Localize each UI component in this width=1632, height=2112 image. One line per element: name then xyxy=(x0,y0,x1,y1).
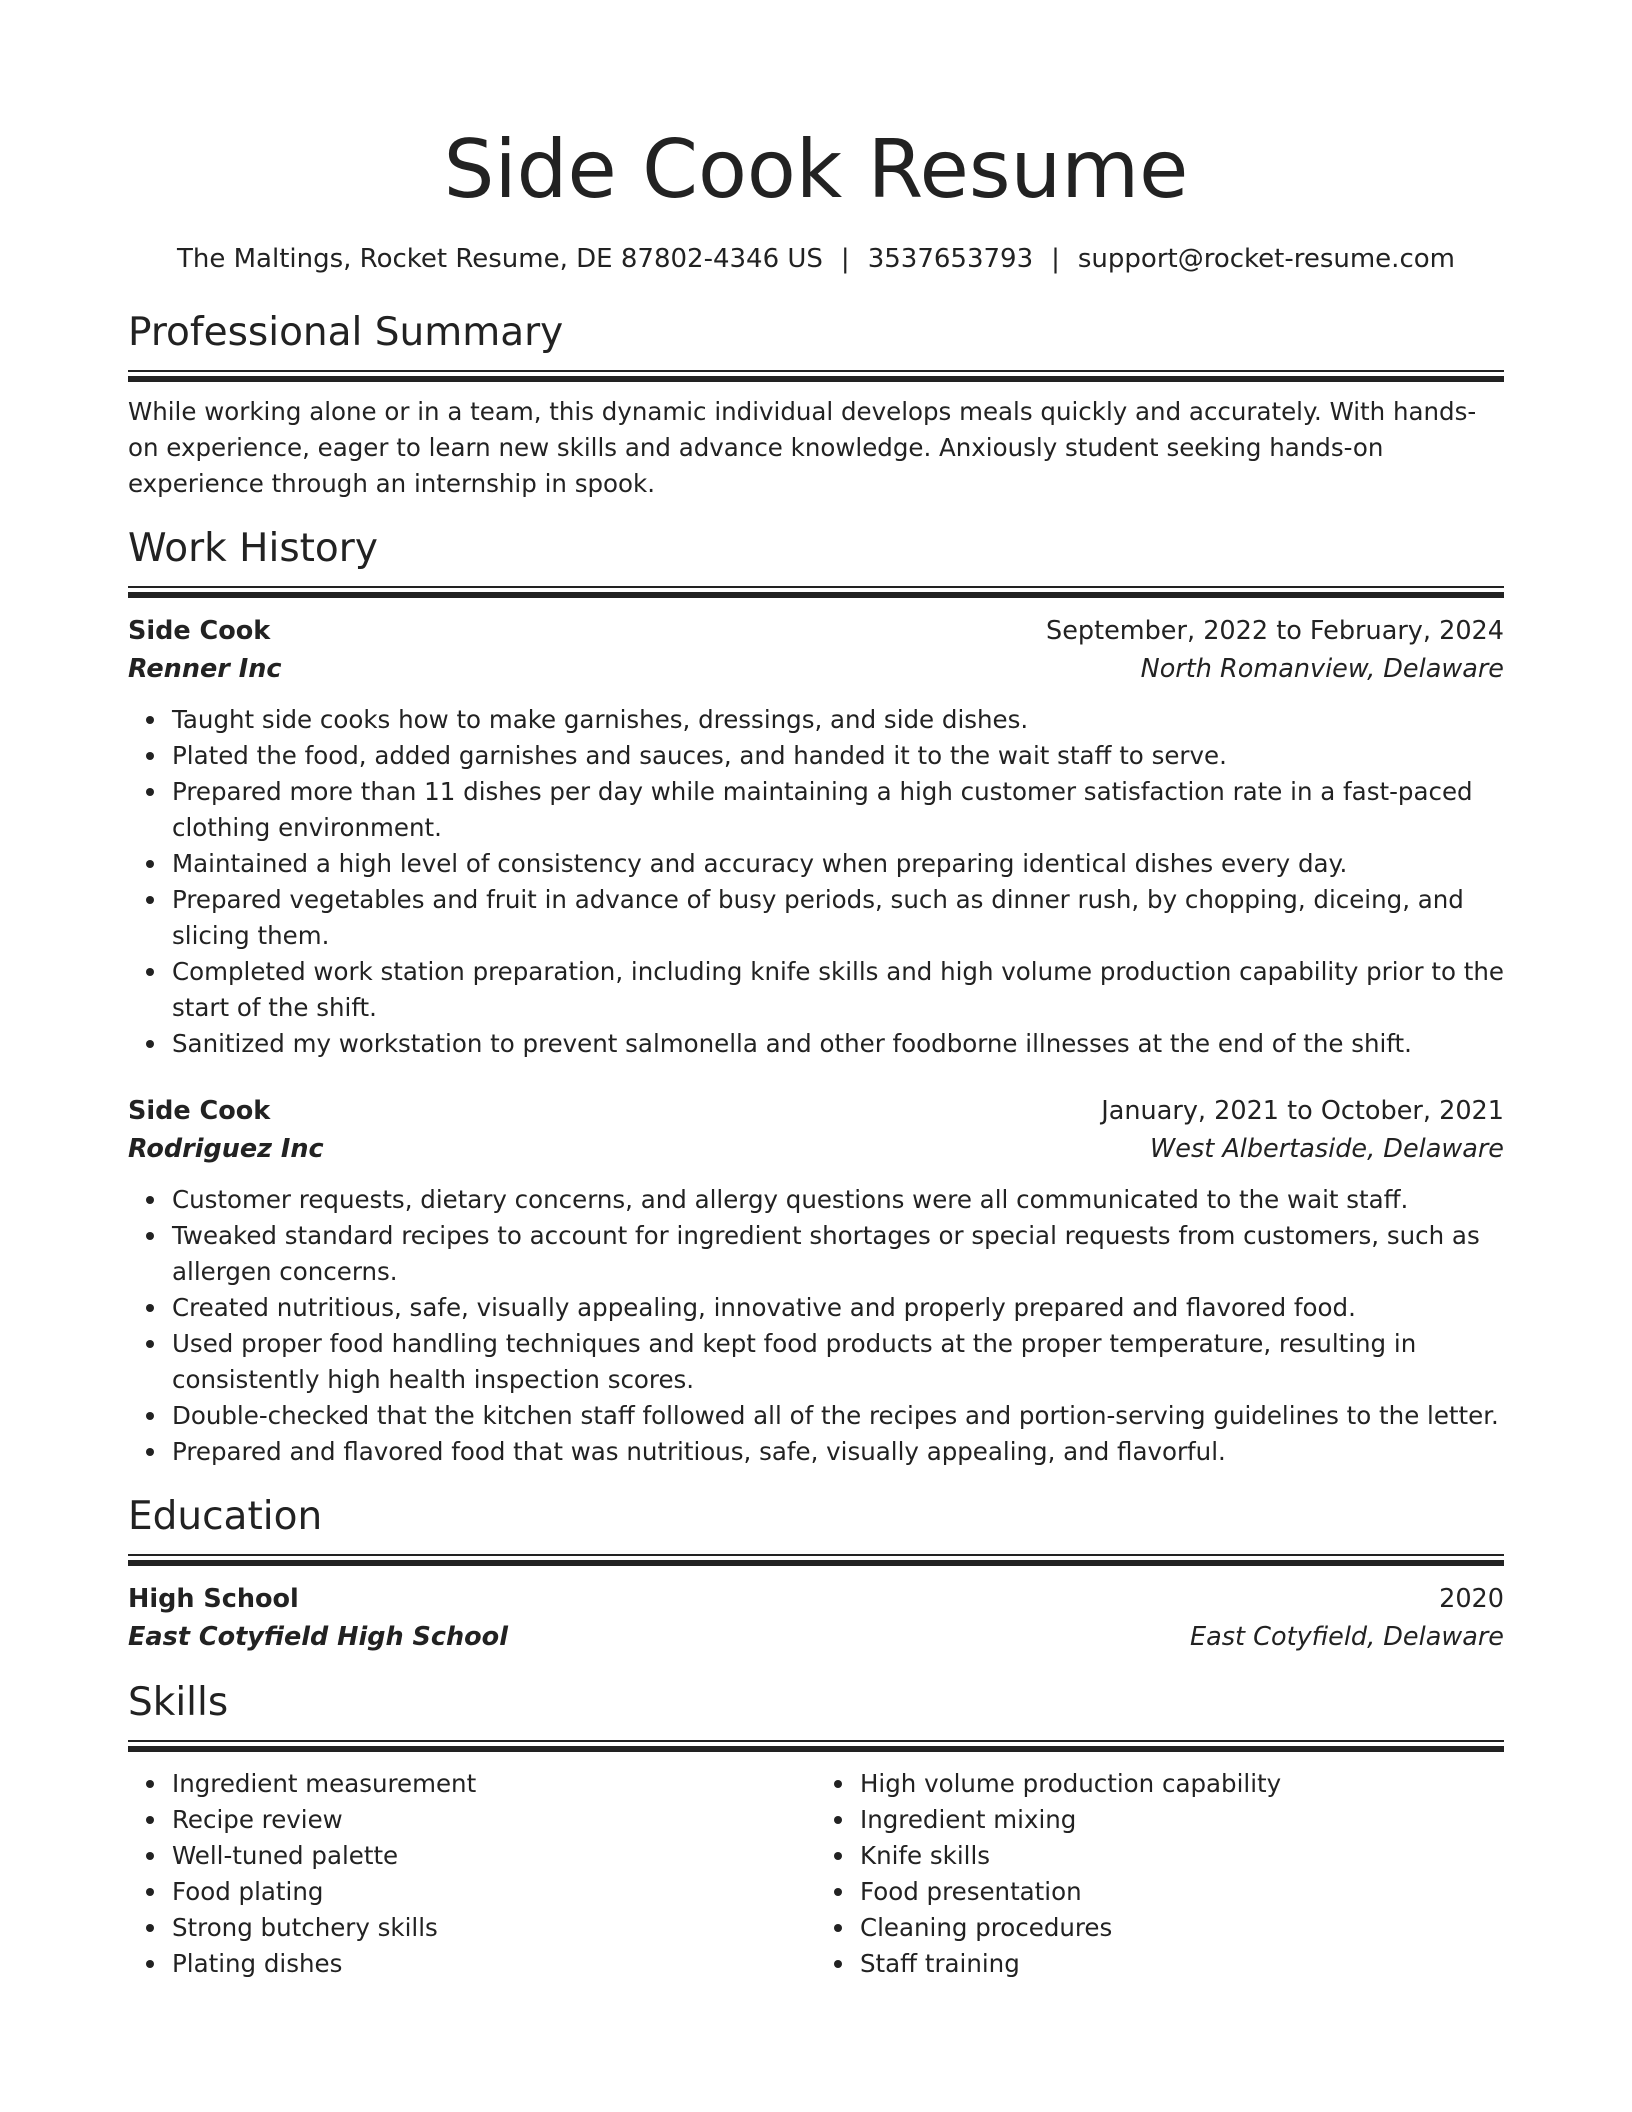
list-item: Maintained a high level of consistency and accuracy when preparing identical dishes every day. xyxy=(172,846,1504,882)
list-item: Well-tuned palette xyxy=(172,1838,816,1874)
list-item: Prepared and flavored food that was nutritious, safe, visually appealing, and flavorful. xyxy=(172,1434,1504,1470)
list-item: Tweaked standard recipes to account for ingredient shortages or special requests from customers, such as allergen concerns. xyxy=(172,1218,1504,1290)
job-company: Rodriguez Inc xyxy=(128,1134,324,1164)
skills-list-right xyxy=(816,1766,1504,1982)
list-item: Prepared vegetables and fruit in advance of busy periods, such as dinner rush, by chopping, diceing, and slicing them. xyxy=(172,882,1504,954)
contact-phone: 3537653793 xyxy=(867,244,1034,274)
job-dates: September, 2022 to February, 2024 xyxy=(1046,616,1504,646)
list-item: Plated the food, added garnishes and sauces, and handed it to the wait staff to serve. xyxy=(172,738,1504,774)
job-company: Renner Inc xyxy=(128,654,282,684)
job-bullets xyxy=(128,702,1504,1062)
skills-list-left xyxy=(128,1766,816,1982)
summary-heading: Professional Summary xyxy=(128,310,564,355)
education-header-row xyxy=(128,1580,1504,1618)
education-section xyxy=(128,1492,1504,1656)
job-header-row xyxy=(128,612,1504,650)
job-bullets xyxy=(128,1182,1504,1470)
education-entry xyxy=(128,1580,1504,1656)
contact-separator: | xyxy=(1051,244,1060,274)
job-header-row xyxy=(128,1092,1504,1130)
list-item: Prepared more than 11 dishes per day while maintaining a high customer satisfaction rate in a fast-paced clothing environment. xyxy=(172,774,1504,846)
work-history-heading: Work History xyxy=(128,526,378,571)
list-item: Double-checked that the kitchen staff followed all of the recipes and portion-serving guidelines to the letter. xyxy=(172,1398,1504,1434)
list-item: Sanitized my workstation to prevent salmonella and other foodborne illnesses at the end of the shift. xyxy=(172,1026,1504,1062)
list-item: Used proper food handling techniques and kept food products at the proper temperature, resulting in consistently high health inspection scores. xyxy=(172,1326,1504,1398)
contact-line xyxy=(128,242,1504,276)
contact-separator: | xyxy=(840,244,850,274)
skills-heading: Skills xyxy=(128,1680,229,1725)
education-year: 2020 xyxy=(1439,1584,1504,1614)
job-location: West Albertaside, Delaware xyxy=(1150,1134,1504,1164)
list-item: Completed work station preparation, including knife skills and high volume production capability prior to the start of the shift. xyxy=(172,954,1504,1026)
education-degree: High School xyxy=(128,1584,299,1614)
job-title: Side Cook xyxy=(128,1096,271,1126)
job-entry xyxy=(128,1092,1504,1470)
job-company-row xyxy=(128,650,1504,688)
contact-email: support@rocket-resume.com xyxy=(1077,244,1455,274)
list-item: Food plating xyxy=(172,1874,816,1910)
education-school-row xyxy=(128,1618,1504,1656)
summary-text: While working alone or in a team, this dynamic individual develops meals quickly and accurately. With hands-on experience, eager to learn new skills and advance knowledge. Anxiously student seeking hands-on experience through an internship in spook. xyxy=(128,397,1477,498)
job-company-row xyxy=(128,1130,1504,1168)
list-item: Plating dishes xyxy=(172,1946,816,1982)
education-heading: Education xyxy=(128,1494,323,1539)
job-title: Side Cook xyxy=(128,616,271,646)
list-item: Food presentation xyxy=(860,1874,1504,1910)
list-item: Created nutritious, safe, visually appealing, innovative and properly prepared and flavored food. xyxy=(172,1290,1504,1326)
education-school: East Cotyfield High School xyxy=(128,1622,508,1652)
job-location: North Romanview, Delaware xyxy=(1140,654,1504,684)
skills-section xyxy=(128,1678,1504,1982)
section-divider xyxy=(128,586,1504,598)
summary-section xyxy=(128,308,1504,502)
contact-address: The Maltings, Rocket Resume, DE 87802-4346 US xyxy=(177,244,823,274)
list-item: Taught side cooks how to make garnishes, dressings, and side dishes. xyxy=(172,702,1504,738)
list-item: Strong butchery skills xyxy=(172,1910,816,1946)
list-item: High volume production capability xyxy=(860,1766,1504,1802)
job-entry xyxy=(128,612,1504,1062)
list-item: Staff training xyxy=(860,1946,1504,1982)
section-divider xyxy=(128,370,1504,382)
list-item: Recipe review xyxy=(172,1802,816,1838)
section-divider xyxy=(128,1740,1504,1752)
section-divider xyxy=(128,1554,1504,1566)
list-item: Knife skills xyxy=(860,1838,1504,1874)
page-title: Side Cook Resume xyxy=(443,123,1189,216)
list-item: Customer requests, dietary concerns, and allergy questions were all communicated to the wait staff. xyxy=(172,1182,1504,1218)
list-item: Ingredient mixing xyxy=(860,1802,1504,1838)
job-dates: January, 2021 to October, 2021 xyxy=(1101,1096,1504,1126)
list-item: Ingredient measurement xyxy=(172,1766,816,1802)
list-item: Cleaning procedures xyxy=(860,1910,1504,1946)
work-history-section xyxy=(128,524,1504,1470)
education-location: East Cotyfield, Delaware xyxy=(1190,1622,1504,1652)
skills-columns xyxy=(128,1766,1504,1982)
